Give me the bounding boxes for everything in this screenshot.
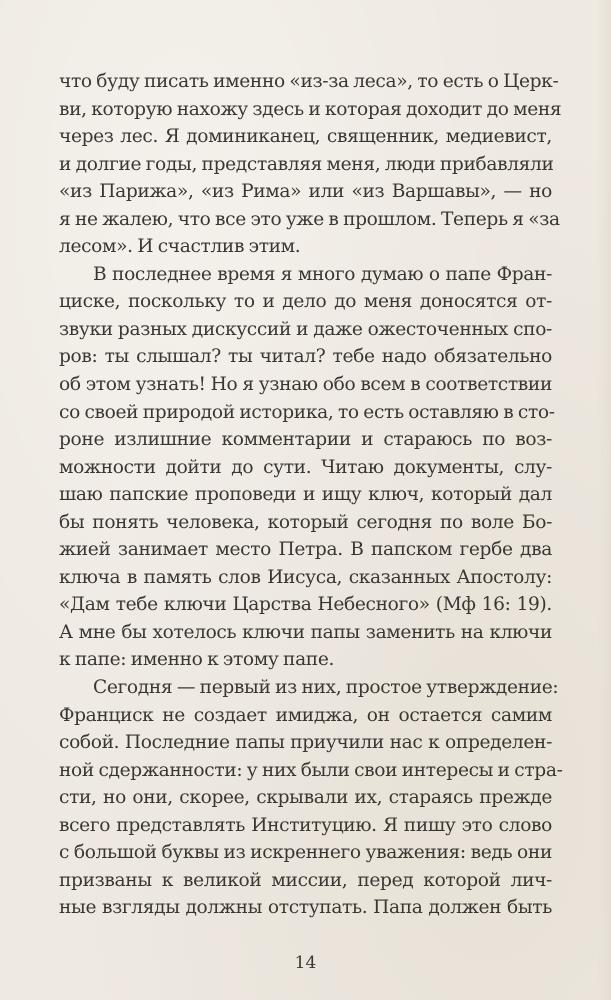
text-line: роне излишние комментарии и стараюсь по воз-: [59, 429, 552, 451]
text-line: что буду писать именно «из-за леса», то есть о Церк-: [59, 71, 559, 92]
text-line: звуки разных дискуссий и даже ожесточенных спо-: [59, 318, 552, 340]
text-line: всего представлять Институцию. Я пишу это слово: [59, 814, 552, 836]
text-line: собой. Последние папы приучили нас к определен-: [59, 732, 552, 754]
text-line: я не жалею, что все это уже в прошлом. Теперь я «за: [59, 208, 560, 230]
text-line: и долгие годы, представляя меня, люди прибавляли: [59, 153, 554, 175]
text-line: об этом узнать! Но я узнаю обо всем в соответствии: [59, 374, 552, 396]
text-line: со своей природой историка, то есть оставляю в сто-: [59, 401, 555, 423]
text-line: Франциск не создает имиджа, он остается самим: [59, 704, 552, 726]
text-line: шаю папские проповеди и ищу ключ, который дал: [59, 484, 552, 506]
text-line: сти, но они, скорее, скрывали их, стараясь прежде: [59, 787, 552, 809]
text-line: ви, которую нахожу здесь и которая доходит до меня: [59, 98, 562, 120]
text-line: лесом». И счастлив этим.: [59, 236, 301, 258]
text-line: Сегодня — первый из них, простое утверждение:: [93, 677, 559, 699]
text-line: В последнее время я много думаю о папе Фран-: [93, 263, 552, 285]
text-line: ные взгляды должны отступать. Папа должен быть: [59, 897, 552, 919]
text-line: ной сдержанности: у них были свои интересы и стра-: [59, 759, 563, 781]
text-line: бы понять человека, который сегодня по воле Бо-: [59, 511, 552, 533]
text-line: к папе: именно к этому папе.: [59, 649, 335, 671]
text-line: «из Парижа», «из Рима» или «из Варшавы», — но: [59, 181, 552, 203]
paragraph-1: [59, 68, 562, 261]
text-line: через лес. Я доминиканец, священник, медиевист,: [59, 126, 552, 148]
text-line: можности дойти до сути. Читаю документы, слу-: [59, 456, 552, 478]
body-text: [59, 68, 563, 922]
text-line: ключа в память слов Иисуса, сказанных Апостолу:: [59, 566, 552, 588]
text-line: с большой буквы из искреннего уважения: ведь они: [59, 842, 552, 864]
paragraph-3: [59, 674, 563, 922]
text-line: жией занимает место Петра. В папском гербе два: [59, 539, 552, 561]
text-line: призваны к великой миссии, перед которой лич-: [59, 869, 552, 891]
text-line: «Дам тебе ключи Царства Небесного» (Мф 16: 19).: [59, 594, 552, 616]
text-line: ров: ты слышал? ты читал? тебе надо обязательно: [59, 346, 552, 368]
text-line: циске, поскольку то и дело до меня доносятся от-: [59, 291, 552, 313]
text-line: А мне бы хотелось ключи папы заменить на ключи: [59, 621, 552, 643]
page-number: 14: [294, 953, 317, 973]
paragraph-2: [59, 261, 555, 674]
